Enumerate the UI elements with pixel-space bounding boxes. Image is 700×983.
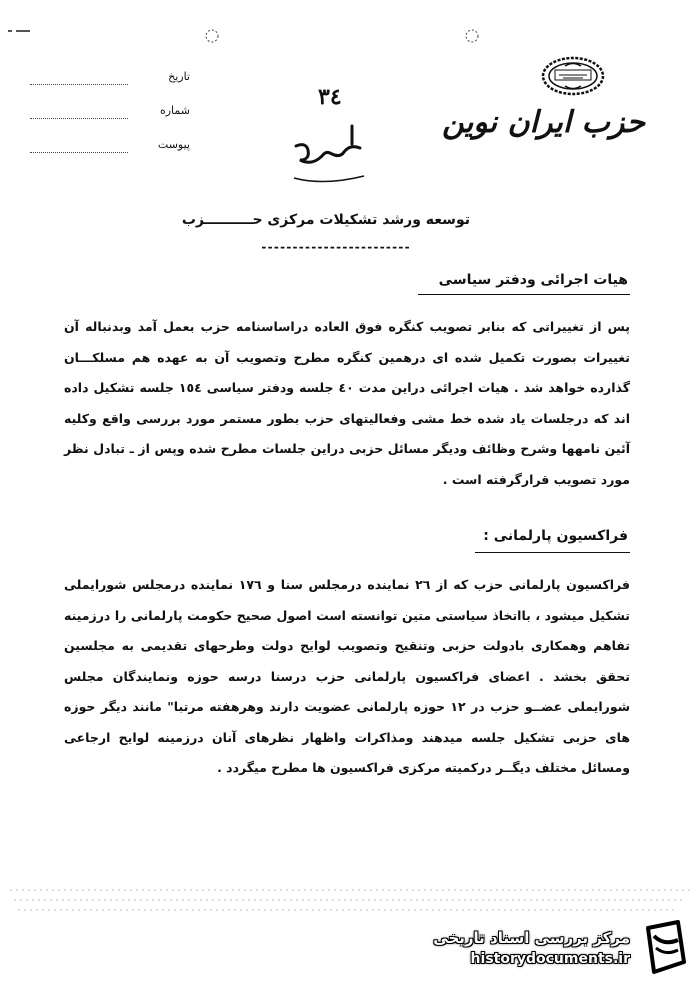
party-logo-icon <box>541 56 605 96</box>
number-label: شماره <box>159 104 190 117</box>
document-number: ۳٤ <box>318 84 342 110</box>
number-field <box>30 104 190 122</box>
section-underline <box>475 552 630 553</box>
attachment-field <box>30 138 190 156</box>
handwritten-note <box>288 118 378 188</box>
party-name: حزب ایران نوین <box>442 105 645 140</box>
date-field <box>30 70 190 88</box>
archive-logo-icon <box>640 918 690 978</box>
punch-hole-mark <box>460 26 484 46</box>
watermark-text-en: historydocuments.ir <box>470 951 630 967</box>
scan-speck <box>16 30 30 32</box>
attachment-label: پیوست <box>157 138 190 151</box>
section-underline <box>418 294 630 295</box>
section-paragraph-parliamentary-faction: فراکسیون پارلمانی حزب که از ٢٦ نماینده درمجلس سنا و ١٧٦ نماینده درمجلس شورایملی تشکیل میشود ، بااتخاذ سیاستی متین توانسته است اصول صحیح حکومت پارلمانی را درزمینه تفاهم وهمکاری بادولت حزبی وتنقیح وتصویب لوایح دولت وطرحهای تقدیمی به مجلسین تحقق بخشد . اعضای فراکسیون پارلمانی حزب درسنا درسه حوزه ونمایندگان مجلس شورایملی عضــو حزب در ١٢ حوزه پارلمانی عضویت دارند وهرهفته مرتبا" مانند دیگر حوزه های حزبی تشکیل جلسه میدهند ومذاکرات واظهار نظرهای آنان درزمینه لوایح ارجاعی ومسائل مختلف دیگــر درکمیته مرکزی فراکسیون ها مطرح میگردد . <box>64 577 630 775</box>
section-heading-executive-board: هیات اجرائی ودفتر سیاسی <box>438 272 628 288</box>
section-heading-parliamentary-faction: فراکسیون پارلمانی : <box>483 528 628 544</box>
watermark-text-fa: مرکز بررسی اسناد تاریخی <box>433 929 630 947</box>
section-paragraph-executive-board: پس از تغییراتی که بنابر تصویب کنگره فوق العاده دراساسنامه حزب بعمل آمد وبدنباله آن تغییرات بصورت تکمیل شده ای درهمین کنگره مطرح وتصویب آن به عهده هم مسلکـــان گذارده خواهد شد . هیات اجرائی دراین مدت ٤٠ جلسه ودفتر سیاسی ١٥٤ جلسه تشکیل داده اند که درجلسات یاد شده خط مشی وفعالیتهای حزب بطور مستمر مورد بررسی واقع وکلیه آئین نامهها وشرح وظائف ودیگر مسائل حزبی دراین جلسات مطرح شده وپس از ـ تبادل نظر مورد تصویب قرارگرفته است . <box>64 319 630 487</box>
date-line <box>30 84 128 85</box>
attachment-line <box>30 152 128 153</box>
punch-hole-mark <box>200 26 224 46</box>
scan-speck <box>8 30 12 32</box>
scan-noise <box>0 880 700 920</box>
date-label: تاریخ <box>168 70 190 83</box>
number-line <box>30 118 128 119</box>
title-dashes: ------------------------ <box>260 240 410 254</box>
document-title: توسعه ورشد تشکیلات مرکزی حــــــــــزب <box>181 212 470 228</box>
